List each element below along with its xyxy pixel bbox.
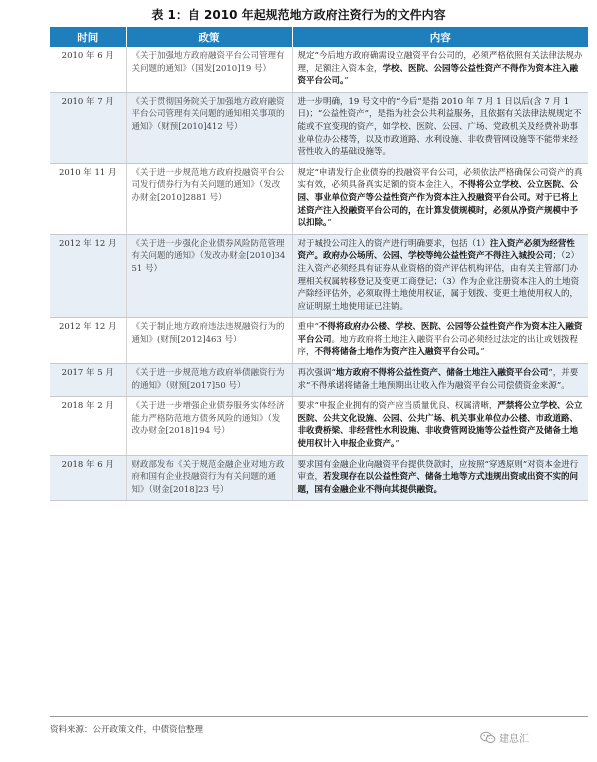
content-emphasis: 若发现存在以公益性资产、储备土地等方式违规出资或出资不实的问题，国有金融企业不得向其提供融资。 <box>297 472 579 495</box>
row-date: 2018 年 6 月 <box>50 455 126 501</box>
table-row <box>50 163 588 234</box>
content-text: 。地方政府将土地注入融资平台公司必须经过法定的出让或划拨程序， <box>297 334 579 358</box>
content-text: 规定“今后地方政府确需设立融资平台公司的，必须严格依照有关法律法规办理，足额注入资本金， <box>297 51 583 74</box>
content-text: ” <box>480 347 485 358</box>
content-text: ” <box>344 76 349 87</box>
row-policy: 财政部发布《关于规范金融企业对地方政府和国有企业投融资行为有关问题的通知》（财金[2018]23 号） <box>126 455 292 501</box>
row-content <box>292 47 588 92</box>
row-content <box>292 397 588 455</box>
content-emphasis: 注入资产必须为经营性资产。政府办公场所、公园、学校等纯公益性资产不得注入城投公司 <box>297 238 575 262</box>
content-text: 进一步明确，19 号文中的“今后”是指 2010 年 7 月 1 日以后(含 7 月 1 日)；“公益性资产”，是指为社会公共利益服务，且依据有关法律法规规定不能或不宜变现的资产，如学校、医院、公园、广场、党政机关及经费补助事业单位办公楼等，以及市政道路、水利设施、非收费管网设施等不能带来经营性收入的基础设施等。 <box>297 96 582 158</box>
content-text: 对于城投公司注入的资产进行明确要求，包括（1） <box>297 238 490 249</box>
table-title: 表 1：自 2010 年起规范地方政府注资行为的文件内容 <box>151 8 446 22</box>
row-policy: 《关于进一步强化企业债券风险防范管理有关问题的通知》（发改办财金[2010]3451 号） <box>126 234 292 318</box>
table-row <box>50 234 588 318</box>
row-date: 2012 年 12 月 <box>50 234 126 318</box>
content-text: 再次强调“ <box>297 368 336 379</box>
row-date: 2010 年 7 月 <box>50 92 126 163</box>
policy-table <box>50 27 588 501</box>
content-text: ；（2）注入资产必须经具有证券从业资格的资产评估机构评估，由有关主管部门办理相关权属转移登记及变更工商登记；（3）作为企业注册资本注入的土地资产除经评估外，必须取得土地使用权证，属于划拨、变更土地使用权人的，应证明原土地使用证已注销。 <box>297 251 580 312</box>
footer-divider <box>50 716 588 717</box>
table-row <box>50 92 588 163</box>
header-content: 内容 <box>292 27 588 47</box>
row-date: 2012 年 12 月 <box>50 318 126 364</box>
row-content <box>292 455 588 501</box>
row-policy: 《关于加强地方政府融资平台公司管理有关问题的通知》（国发[2010]19 号） <box>126 47 292 92</box>
table-row <box>50 364 588 397</box>
content-emphasis: 不得将储备土地作为资产注入融资平台公司。 <box>314 347 481 358</box>
watermark-text: 建息汇 <box>499 734 529 745</box>
content-emphasis: 严禁将公立学校、公立医院、公共文化设施、公园、公共广场、机关事业单位办公楼、市政道路、非收费桥梁、非经营性水利设施、非收费管网设施等公益性资产及储备土地使用权计入申报企业资产。 <box>297 401 583 450</box>
row-policy: 《关于制止地方政府违法违规融资行为的通知》(财预[2012]463 号） <box>126 318 292 364</box>
content-emphasis: 地方政府不得将公益性资产、储备土地注入融资平台公司 <box>335 368 549 379</box>
content-text: 要求国有金融企业向融资平台提供贷款时，应按照“穿透原则”对资本金进行审查， <box>297 459 579 483</box>
header-policy: 政策 <box>126 27 292 47</box>
content-text: 要求“申报企业拥有的资产应当质量优良、权属清晰， <box>297 401 498 412</box>
content-text: 重申“ <box>297 322 319 333</box>
watermark <box>480 730 529 745</box>
row-date: 2010 年 11 月 <box>50 163 126 234</box>
source-note: 资料来源：公开政策文件，中债资信整理 <box>50 725 204 735</box>
row-date: 2010 年 6 月 <box>50 47 126 92</box>
content-text: ”，并要求“不得承诺将储备土地预期出让收入作为融资平台公司偿债资金来源”。 <box>297 368 579 391</box>
table-row <box>50 318 588 364</box>
content-emphasis: 不得将政府办公楼、学校、医院、公园等公益性资产作为资本注入融资平台公司 <box>297 322 583 345</box>
content-text: 规定“申请发行企业债券的投融资平台公司，必须依法严格确保公司资产的真实有效，必须具备真实足额的资本金注入， <box>297 167 583 191</box>
header-date: 时间 <box>50 27 126 47</box>
row-date: 2017 年 5 月 <box>50 364 126 397</box>
content-emphasis: 不得将公立学校、公立医院、公园、事业单位资产等公益性资产作为资本注入投融资平台公司。对于已将上述资产注入投融资平台公司的，在计算发债规模时，必须从净资产规模中予以扣除。 <box>297 180 579 229</box>
row-policy: 《关于进一步规范地方政府投融资平台公司发行债券行为有关问题的通知》（发改办财金[2010]2881 号） <box>126 163 292 234</box>
table-row <box>50 47 588 92</box>
wechat-icon <box>480 731 496 744</box>
content-text: ” <box>327 218 332 229</box>
table-row <box>50 455 588 501</box>
row-date: 2018 年 2 月 <box>50 397 126 455</box>
row-policy: 《关于贯彻国务院关于加强地方政府融资平台公司管理有关问题的通知相关事项的通知》（财预[2010]412 号） <box>126 92 292 163</box>
row-policy: 《关于进一步增强企业债券服务实体经济能力严格防范地方债务风险的通知》（发改办财金[2018]194 号） <box>126 397 292 455</box>
table-row <box>50 397 588 455</box>
row-content <box>292 364 588 397</box>
row-policy: 《关于进一步规范地方政府举债融资行为的通知》（财预[2017]50 号） <box>126 364 292 397</box>
row-content <box>292 234 588 318</box>
table-header-row <box>50 27 588 47</box>
content-text: ” <box>395 439 400 450</box>
row-content <box>292 318 588 364</box>
content-emphasis: 学校、医院、公园等公益性资产不得作为资本注入融资平台公司。 <box>297 63 579 87</box>
row-content <box>292 163 588 234</box>
row-content <box>292 92 588 163</box>
